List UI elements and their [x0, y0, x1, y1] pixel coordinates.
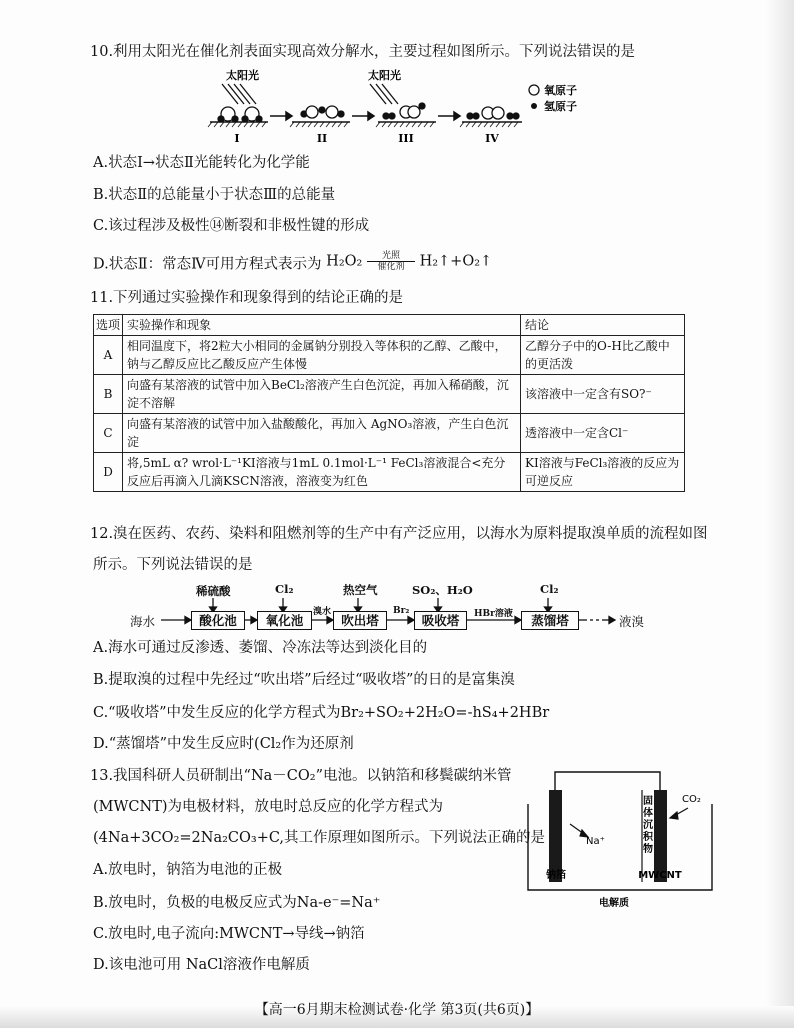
q13-stem-line-2: (MWCNT)为电极材料，放电时总反应的化学方程式为 [93, 799, 444, 815]
q10-eq-cond-bottom: 催化剂 [377, 262, 405, 272]
box-absorption-tower: 吸收塔 [414, 611, 467, 630]
label-chlorine-1: Cl₂ [275, 582, 294, 596]
row-conclusion: 该溶液中一定含有SO?⁻ [521, 375, 685, 414]
box-blow-out-tower: 吹出塔 [333, 611, 387, 630]
label-bromine-water: 溴水 [313, 607, 332, 617]
electrolyte-label: 电解质 [599, 898, 629, 909]
flow-arrows [0, 578, 794, 630]
label-hot-air: 热空气 [343, 583, 378, 597]
table-row [94, 375, 685, 414]
state-label-4: IV [485, 132, 499, 145]
surface-hatching [208, 122, 518, 127]
q13-option-a: A.放电时，钠箔为电池的正极 [93, 862, 283, 878]
box-oxidation-pool: 氧化池 [257, 611, 312, 630]
co2-arrow [670, 808, 688, 819]
label-dilute-sulfuric-acid: 稀硫酸 [196, 584, 231, 598]
q10-option-d-text: D.状态Ⅱ：常态Ⅳ可用方程式表示为 [93, 256, 322, 273]
solid-deposit-char-2: 体 [643, 808, 653, 819]
q13-option-b: B.放电时，负极的电极反应式为Na-e⁻=Na⁺ [93, 895, 381, 911]
na-ion-label: Na⁺ [586, 836, 605, 847]
row-option: B [94, 375, 123, 414]
oxygen-atom-icon [529, 85, 539, 95]
row-operation: 向盛有某溶液的试管中加入BeCl₂溶液产生白色沉淀，再加入稀硝酸，沉淀不溶解 [123, 375, 521, 414]
label-seawater: 海水 [130, 614, 156, 629]
q10-option-d [93, 251, 493, 275]
q11-stem: 11.下列通过实验操作和现象得到的结论正确的是 [90, 290, 404, 306]
solid-deposit-char-5: 物 [643, 844, 653, 855]
box-distillation-tower: 蒸馏塔 [521, 611, 579, 630]
table-row [94, 453, 685, 492]
row-conclusion: 乙醇分子中的O-H比乙酸中的更活泼 [521, 336, 685, 375]
sodium-foil-label: 钠箔 [546, 870, 566, 881]
legend-hydrogen: 氢原子 [544, 100, 577, 113]
q10-option-c: C.该过程涉及极性⑭断裂和非极性键的形成 [93, 218, 370, 234]
q10-figure [200, 66, 590, 148]
q10-sun-label-2: 太阳光 [368, 69, 401, 82]
row-operation: 向盛有某溶液的试管中加入盐酸酸化，再加入 AgNO₃溶液，产生白色沉淀 [123, 414, 521, 453]
external-wire [555, 772, 660, 791]
row-operation: 将,5mL α? wrol·L⁻¹KI溶液与1mL 0.1mol·L⁻¹ FeCl₃溶液混合<充分反应后再滴入几滴KSCN溶液，溶液变为红色 [123, 453, 521, 492]
sodium-foil-electrode [549, 790, 562, 882]
q12-stem-line-1: 12.溴在医药、农药、染料和阻燃剂等的生产中有产泛应用，以海水为原料提取溴单质的流程如图 [90, 526, 708, 542]
q10-eq-right: H₂↑+O₂↑ [419, 253, 493, 270]
q13-stem-line-3: (4Na+3CO₂=2Na₂CO₃+C,其工作原理如图所示。下列说法正确的是 [93, 830, 546, 846]
q12-option-a: A.海水可通过反渗透、萎馏、冷冻法等达到淡化目的 [93, 640, 428, 656]
row-option: C [94, 414, 123, 453]
process-arrows [270, 112, 460, 120]
q10-eq-cond-top: 光照 [381, 251, 400, 261]
q12-stem-line-2: 所示。下列说法错误的是 [93, 557, 253, 573]
q10-eq-arrow [367, 251, 415, 272]
label-br2: Br₂ [393, 606, 410, 616]
row-operation: 相同温度下，将2粒大小相同的金属钠分别投入等体积的乙醇、乙酸中，钠与乙醇反应比乙酸反应产生体慢 [123, 336, 521, 375]
state-label-2: II [316, 132, 328, 145]
row-option: A [94, 336, 123, 375]
q10-eq-left: H₂O₂ [326, 253, 363, 270]
water-molecules-state-1 [218, 107, 262, 122]
solid-deposit-char-3: 沉 [643, 820, 653, 831]
solid-deposit-char-4: 积 [643, 832, 653, 843]
label-liquid-bromine: 液溴 [619, 614, 645, 629]
q13-stem-line-1: 13.我国科研人员研制出“Na－CO₂”电池。以钠箔和移鬓碳纳米管 [90, 768, 512, 784]
q13-option-c: C.放电时,电子流向:MWCNT→导线→钠箔 [93, 926, 365, 942]
q13-option-d: D.该电池可用 NaCl溶液作电解质 [93, 957, 310, 973]
q12-option-d: D.“蒸馏塔”中发生反应时(Cl₂作为还原剂 [93, 736, 354, 752]
table-header-row [94, 315, 685, 336]
co2-label: CO₂ [682, 794, 701, 805]
label-chlorine-2: Cl₂ [540, 582, 559, 596]
label-so2-h2o: SO₂、H₂O [412, 583, 473, 597]
q12-option-b: B.提取溴的过程中先经过“吹出塔”后经过“吸收塔”的日的是富集溴 [93, 672, 515, 688]
row-conclusion: 透溶液中一定含Cl⁻ [521, 414, 685, 453]
molecules-state-3 [383, 103, 425, 119]
q12-flowchart [0, 578, 794, 630]
box-acidification-pool: 酸化池 [191, 611, 245, 630]
header-operation: 实验操作和现象 [123, 315, 521, 336]
header-conclusion: 结论 [521, 315, 685, 336]
row-conclusion: KI溶液与FeCl₃溶液的反应为可逆反应 [521, 453, 685, 492]
solid-deposit-char-1: 固 [643, 796, 653, 807]
q13-battery-figure [522, 764, 722, 912]
mwcnt-electrode [654, 790, 667, 882]
q10-sun-label-1: 太阳光 [226, 69, 259, 82]
table-row [94, 414, 685, 453]
molecules-state-2 [301, 106, 344, 118]
q11-table [93, 314, 685, 492]
sun-rays-icon [222, 84, 256, 104]
scan-shadow-right [766, 0, 794, 1028]
label-hbr-solution: HBr溶液 [474, 609, 513, 619]
page-footer: 【高一6月期末检测试卷·化学 第3页(共6页)】 [254, 1002, 540, 1018]
state-label-1: I [234, 132, 240, 145]
legend-oxygen: 氧原子 [544, 84, 577, 97]
molecules-state-4 [467, 107, 519, 119]
q10-equation [326, 251, 492, 272]
q10-option-b: B.状态Ⅱ的总能量小于状态Ⅲ的总能量 [93, 187, 336, 203]
header-option: 选项 [94, 315, 123, 336]
q10-stem: 10.利用太阳光在催化剂表面实现高效分解水，主要过程如图所示。下列说法错误的是 [90, 44, 636, 60]
state-label-3: III [398, 132, 414, 145]
mwcnt-label: MWCNT [638, 870, 682, 881]
sun-rays-icon-2 [370, 84, 398, 104]
q12-option-c: C.“吸收塔”中发生反应的化学方程式为Br₂+SO₂+2H₂O=-hS₄+2HBr [93, 705, 550, 721]
q10-option-a: A.状态Ⅰ→状态Ⅱ光能转化为化学能 [93, 155, 310, 171]
hydrogen-atom-icon [531, 103, 537, 109]
row-option: D [94, 453, 123, 492]
table-row [94, 336, 685, 375]
